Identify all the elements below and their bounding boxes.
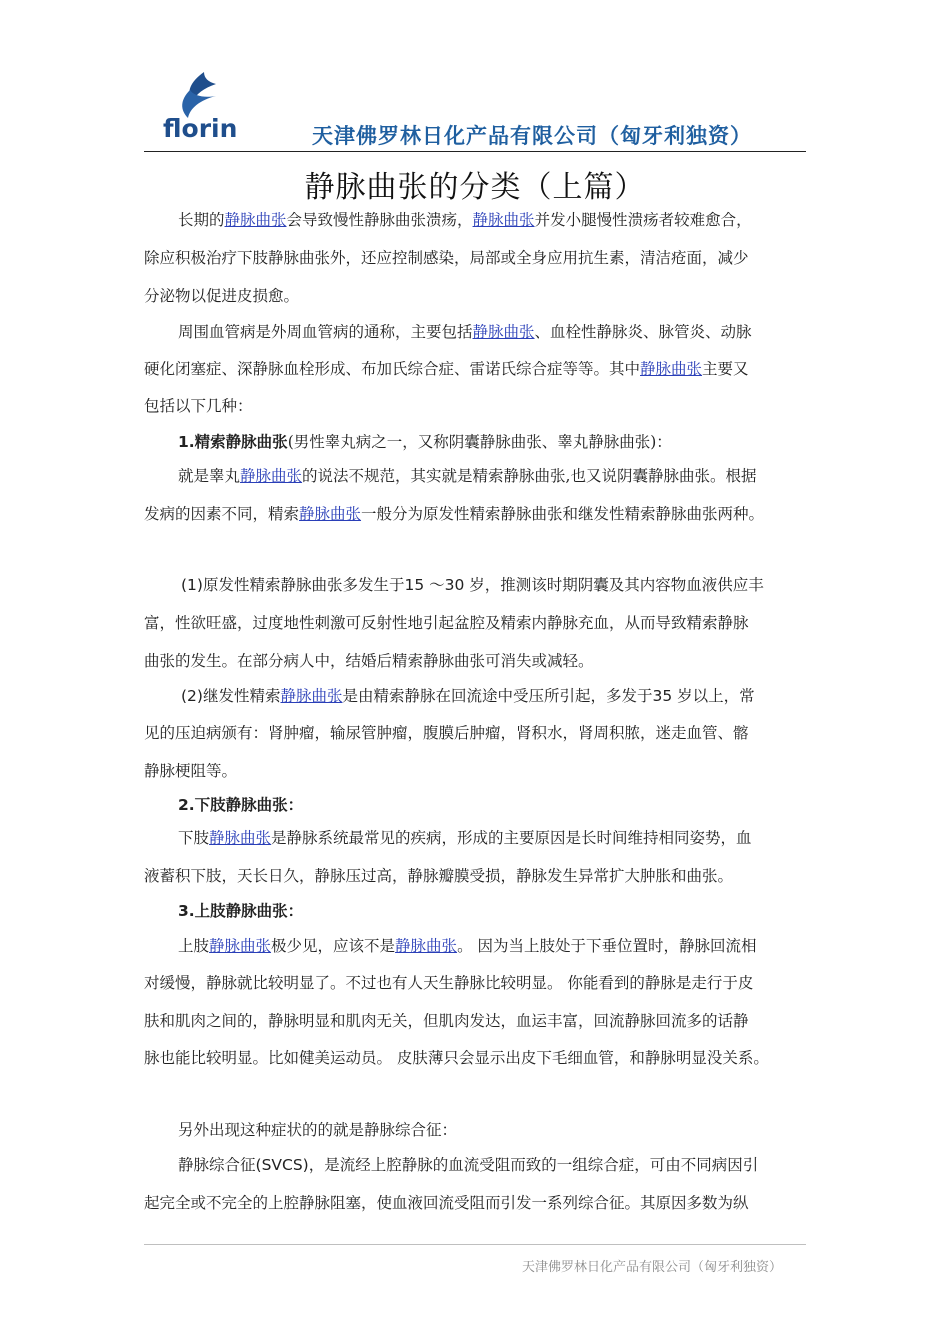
text-line: (2)继发性精索静脉曲张是由精索静脉在回流途中受压所引起，多发于35 岁以上，常	[181, 687, 755, 705]
text-line: 曲张的发生。在部分病人中，结婚后精索静脉曲张可消失或减轻。	[144, 652, 594, 670]
text-line: 周围血管病是外周血管病的通称，主要包括静脉曲张、血栓性静脉炎、脉管炎、动脉	[178, 323, 752, 341]
text-line: 静脉综合征(SVCS)，是流经上腔静脉的血流受阻而致的一组综合症，可由不同病因引	[178, 1156, 759, 1174]
text-line: 分泌物以促进皮损愈。	[144, 287, 300, 305]
text-line: 发病的因素不同，精索静脉曲张一般分为原发性精索静脉曲张和继发性精索静脉曲张两种。	[144, 505, 765, 523]
text-line: 长期的静脉曲张会导致慢性静脉曲张溃疡，静脉曲张并发小腿慢性溃疡者较难愈合，	[178, 211, 752, 229]
text-line: 起完全或不完全的上腔静脉阻塞，使血液回流受阻而引发一系列综合征。其原因多数为纵	[144, 1194, 749, 1212]
text-line: 下肢静脉曲张是静脉系统最常见的疾病，形成的主要原因是长时间维持相同姿势，血	[178, 829, 752, 847]
keyword-link[interactable]: 静脉曲张	[209, 937, 272, 955]
keyword-link[interactable]: 静脉曲张	[472, 211, 535, 229]
keyword-link[interactable]: 静脉曲张	[640, 360, 703, 378]
text-line: 包括以下几种：	[144, 397, 253, 415]
text-line: 1.精索静脉曲张(男性睾丸病之一，又称阴囊静脉曲张、睾丸静脉曲张)：	[178, 433, 672, 451]
text-line: 上肢静脉曲张极少见，应该不是静脉曲张。 因为当上肢处于下垂位置时，静脉回流相	[178, 937, 757, 955]
text-line: 3.上肢静脉曲张：	[178, 902, 304, 920]
company-name: 天津佛罗林日化产品有限公司（匈牙利独资）	[312, 124, 752, 148]
text-line: 硬化闭塞症、深静脉血栓形成、布加氏综合症、雷诺氏综合症等等。其中静脉曲张主要又	[144, 360, 749, 378]
text-line: 肤和肌肉之间的，静脉明显和肌肉无关，但肌肉发达，血运丰富，回流静脉回流多的话静	[144, 1012, 749, 1030]
keyword-link[interactable]: 静脉曲张	[224, 211, 287, 229]
keyword-link[interactable]: 静脉曲张	[209, 829, 272, 847]
text-line: 就是睾丸静脉曲张的说法不规范，其实就是精索静脉曲张,也又说阴囊静脉曲张。根据	[178, 467, 757, 485]
logo-wordmark: florin	[163, 114, 238, 143]
keyword-link[interactable]: 静脉曲张	[472, 323, 535, 341]
text-line: 另外出现这种症状的的就是静脉综合征：	[178, 1121, 458, 1139]
text-line: 富，性欲旺盛，过度地性刺激可反射性地引起盆腔及精索内静脉充血，从而导致精索静脉	[144, 614, 749, 632]
text-line: 液蓄积下肢，天长日久，静脉压过高，静脉瓣膜受损，静脉发生异常扩大肿胀和曲张。	[144, 867, 734, 885]
keyword-link[interactable]: 静脉曲张	[280, 687, 343, 705]
footer-divider	[144, 1244, 806, 1245]
text-line: 脉也能比较明显。比如健美运动员。 皮肤薄只会显示出皮下毛细血管，和静脉明显没关系。	[144, 1049, 769, 1067]
text-line: 静脉梗阻等。	[144, 762, 238, 780]
keyword-link[interactable]: 静脉曲张	[395, 937, 458, 955]
header-divider	[144, 151, 806, 152]
text-line: 见的压迫病颁有：肾肿瘤，输尿管肿瘤，腹膜后肿瘤，肾积水，肾周积脓，迷走血管、髂	[144, 724, 749, 742]
text-line: 2.下肢静脉曲张：	[178, 796, 304, 814]
text-line: 除应积极治疗下肢静脉曲张外，还应控制感染，局部或全身应用抗生素，清洁疮面，减少	[144, 249, 749, 267]
page-title: 静脉曲张的分类（上篇）	[304, 170, 646, 205]
text-line: 对缓慢，静脉就比较明显了。不过也有人天生静脉比较明显。 你能看到的静脉是走行于皮	[144, 974, 754, 992]
footer-company: 天津佛罗林日化产品有限公司（匈牙利独资）	[522, 1260, 783, 1275]
keyword-link[interactable]: 静脉曲张	[299, 505, 362, 523]
keyword-link[interactable]: 静脉曲张	[240, 467, 303, 485]
text-line: (1)原发性精索静脉曲张多发生于15 ～30 岁，推测该时期阴囊及其内容物血液供应丰	[181, 576, 764, 594]
